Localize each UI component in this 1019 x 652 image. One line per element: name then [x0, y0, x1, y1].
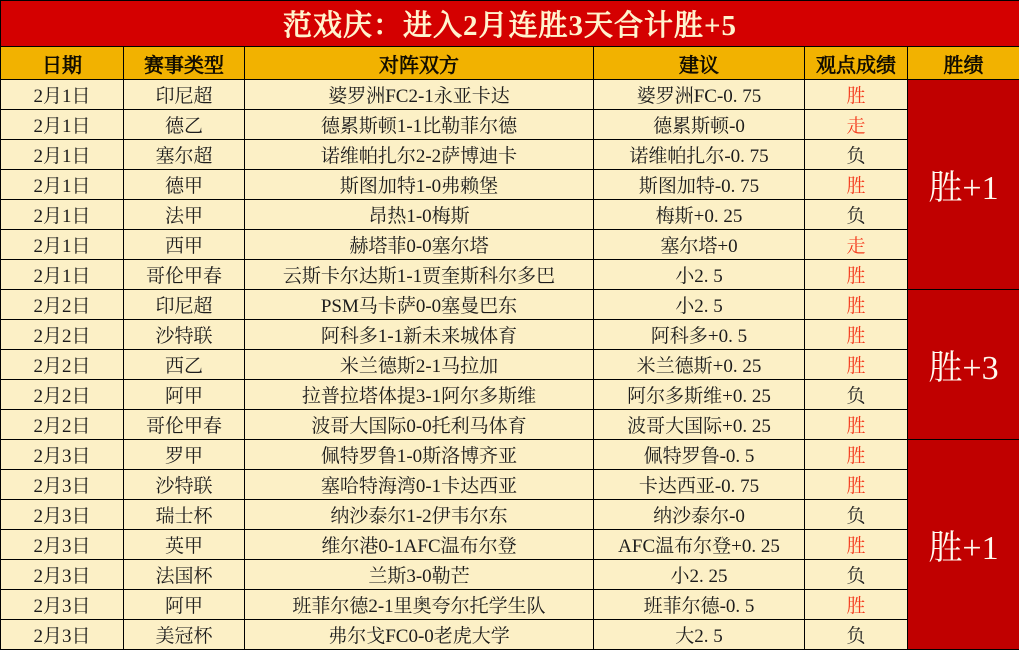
col-header-streak: 胜绩: [908, 47, 1019, 80]
cell-match: 阿科多1-1新未来城体育: [245, 320, 594, 350]
cell-result: 胜: [805, 530, 908, 560]
cell-tip: 纳沙泰尔-0: [594, 500, 805, 530]
table-row: [1, 530, 1019, 560]
cell-tip: 小2. 5: [594, 260, 805, 290]
cell-league: 阿甲: [124, 380, 245, 410]
cell-tip: 小2. 5: [594, 290, 805, 320]
cell-league: 罗甲: [124, 440, 245, 470]
cell-result: 胜: [805, 260, 908, 290]
cell-league: 美冠杯: [124, 620, 245, 650]
cell-match: 波哥大国际0-0托利马体育: [245, 410, 594, 440]
cell-result: 走: [805, 110, 908, 140]
cell-league: 西甲: [124, 230, 245, 260]
title-row: [1, 1, 1019, 47]
cell-match: 诺维帕扎尔2-2萨博迪卡: [245, 140, 594, 170]
cell-date: 2月3日: [1, 440, 124, 470]
table-row: [1, 170, 1019, 200]
cell-tip: 德累斯顿-0: [594, 110, 805, 140]
cell-date: 2月1日: [1, 200, 124, 230]
cell-tip: 卡达西亚-0. 75: [594, 470, 805, 500]
cell-league: 西乙: [124, 350, 245, 380]
cell-result: 负: [805, 140, 908, 170]
cell-result: 胜: [805, 320, 908, 350]
table-row: [1, 350, 1019, 380]
cell-result: 走: [805, 230, 908, 260]
table-row: [1, 140, 1019, 170]
cell-date: 2月2日: [1, 350, 124, 380]
table-row: [1, 470, 1019, 500]
table-row: [1, 440, 1019, 470]
cell-date: 2月2日: [1, 320, 124, 350]
cell-match: 云斯卡尔达斯1-1贾奎斯科尔多巴: [245, 260, 594, 290]
cell-match: 佩特罗鲁1-0斯洛博齐亚: [245, 440, 594, 470]
cell-match: 德累斯顿1-1比勒菲尔德: [245, 110, 594, 140]
cell-date: 2月3日: [1, 560, 124, 590]
cell-tip: 阿科多+0. 5: [594, 320, 805, 350]
table-row: [1, 590, 1019, 620]
table-row: [1, 80, 1019, 110]
cell-date: 2月1日: [1, 110, 124, 140]
cell-match: 维尔港0-1AFC温布尔登: [245, 530, 594, 560]
cell-result: 胜: [805, 440, 908, 470]
col-header-date: 日期: [1, 47, 124, 80]
cell-result: 负: [805, 620, 908, 650]
cell-tip: 诺维帕扎尔-0. 75: [594, 140, 805, 170]
cell-league: 德甲: [124, 170, 245, 200]
col-header-tip: 建议: [594, 47, 805, 80]
cell-tip: 婆罗洲FC-0. 75: [594, 80, 805, 110]
cell-tip: 塞尔塔+0: [594, 230, 805, 260]
cell-tip: 大2. 5: [594, 620, 805, 650]
cell-league: 法甲: [124, 200, 245, 230]
cell-tip: 波哥大国际+0. 25: [594, 410, 805, 440]
cell-date: 2月2日: [1, 290, 124, 320]
cell-date: 2月3日: [1, 620, 124, 650]
cell-date: 2月1日: [1, 170, 124, 200]
cell-tip: 小2. 25: [594, 560, 805, 590]
cell-date: 2月1日: [1, 260, 124, 290]
cell-league: 沙特联: [124, 470, 245, 500]
cell-result: 胜: [805, 290, 908, 320]
table-row: [1, 200, 1019, 230]
table-row: [1, 320, 1019, 350]
cell-match: 塞哈特海湾0-1卡达西亚: [245, 470, 594, 500]
cell-match: 弗尔戈FC0-0老虎大学: [245, 620, 594, 650]
table-body: [1, 80, 1019, 650]
table-row: [1, 620, 1019, 650]
cell-league: 哥伦甲春: [124, 410, 245, 440]
cell-league: 法国杯: [124, 560, 245, 590]
cell-tip: 佩特罗鲁-0. 5: [594, 440, 805, 470]
cell-date: 2月3日: [1, 590, 124, 620]
cell-result: 负: [805, 380, 908, 410]
table-row: [1, 500, 1019, 530]
cell-match: 纳沙泰尔1-2伊韦尔东: [245, 500, 594, 530]
cell-result: 胜: [805, 410, 908, 440]
cell-match: 赫塔菲0-0塞尔塔: [245, 230, 594, 260]
col-header-league: 赛事类型: [124, 47, 245, 80]
column-header-row: [1, 47, 1019, 80]
table-row: [1, 410, 1019, 440]
table-row: [1, 380, 1019, 410]
cell-result: 胜: [805, 590, 908, 620]
cell-league: 德乙: [124, 110, 245, 140]
cell-match: 兰斯3-0勒芒: [245, 560, 594, 590]
cell-date: 2月3日: [1, 500, 124, 530]
cell-match: PSM马卡萨0-0塞曼巴东: [245, 290, 594, 320]
streak-cell: 胜+1: [908, 80, 1019, 290]
streak-cell: 胜+1: [908, 440, 1019, 650]
cell-date: 2月1日: [1, 80, 124, 110]
cell-date: 2月1日: [1, 230, 124, 260]
cell-result: 负: [805, 200, 908, 230]
cell-match: 米兰德斯2-1马拉加: [245, 350, 594, 380]
cell-league: 印尼超: [124, 290, 245, 320]
streak-cell: 胜+3: [908, 290, 1019, 440]
table-row: [1, 230, 1019, 260]
cell-result: 胜: [805, 350, 908, 380]
cell-tip: 米兰德斯+0. 25: [594, 350, 805, 380]
cell-match: 昂热1-0梅斯: [245, 200, 594, 230]
cell-league: 英甲: [124, 530, 245, 560]
table-row: [1, 260, 1019, 290]
cell-league: 哥伦甲春: [124, 260, 245, 290]
cell-league: 印尼超: [124, 80, 245, 110]
cell-result: 胜: [805, 470, 908, 500]
col-header-result: 观点成绩: [805, 47, 908, 80]
page-title: 范戏庆：进入2月连胜3天合计胜+5: [1, 1, 1019, 47]
cell-tip: 梅斯+0. 25: [594, 200, 805, 230]
cell-match: 婆罗洲FC2-1永亚卡达: [245, 80, 594, 110]
cell-tip: AFC温布尔登+0. 25: [594, 530, 805, 560]
cell-league: 沙特联: [124, 320, 245, 350]
cell-result: 负: [805, 500, 908, 530]
cell-date: 2月2日: [1, 410, 124, 440]
cell-league: 瑞士杯: [124, 500, 245, 530]
cell-match: 拉普拉塔体提3-1阿尔多斯维: [245, 380, 594, 410]
cell-result: 胜: [805, 80, 908, 110]
cell-tip: 班菲尔德-0. 5: [594, 590, 805, 620]
cell-date: 2月3日: [1, 530, 124, 560]
cell-league: 塞尔超: [124, 140, 245, 170]
cell-result: 负: [805, 560, 908, 590]
cell-date: 2月3日: [1, 470, 124, 500]
cell-league: 阿甲: [124, 590, 245, 620]
table-row: [1, 290, 1019, 320]
cell-tip: 斯图加特-0. 75: [594, 170, 805, 200]
cell-date: 2月2日: [1, 380, 124, 410]
cell-tip: 阿尔多斯维+0. 25: [594, 380, 805, 410]
cell-result: 胜: [805, 170, 908, 200]
cell-match: 斯图加特1-0弗赖堡: [245, 170, 594, 200]
cell-match: 班菲尔德2-1里奥夸尔托学生队: [245, 590, 594, 620]
table-row: [1, 110, 1019, 140]
table-row: [1, 560, 1019, 590]
cell-date: 2月1日: [1, 140, 124, 170]
col-header-match: 对阵双方: [245, 47, 594, 80]
